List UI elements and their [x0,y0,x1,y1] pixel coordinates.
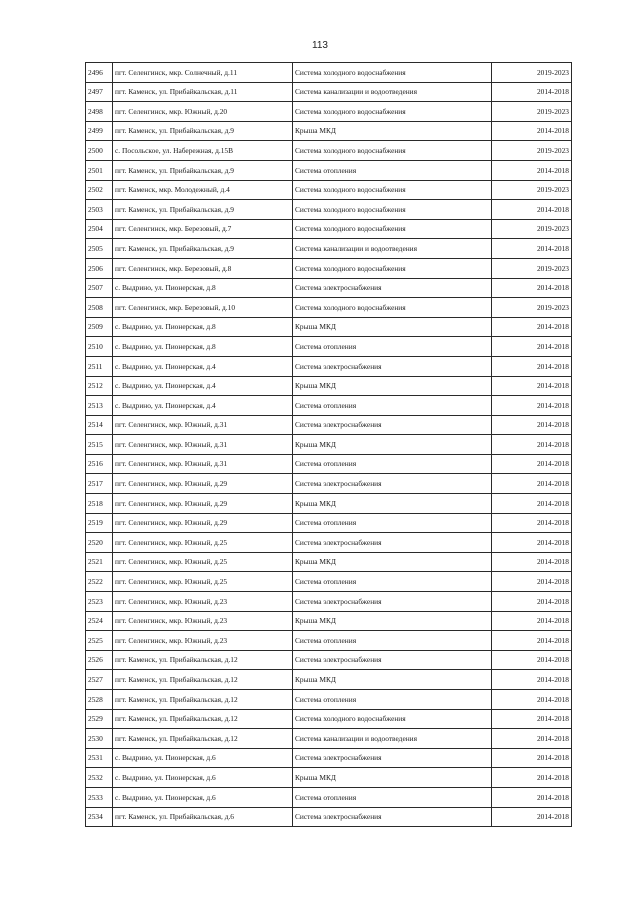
address-cell: пгт. Каменск, ул. Прибайкальская, д.12 [113,729,293,749]
system-cell: Система отопления [293,396,492,416]
address-cell: пгт. Селенгинск, мкр. Березовый, д.10 [113,298,293,318]
address-cell: пгт. Каменск, ул. Прибайкальская, д.6 [113,807,293,827]
table-row [86,474,572,494]
row-number-cell: 2528 [86,690,113,710]
table-row [86,572,572,592]
period-cell: 2014-2018 [492,631,572,651]
address-cell: пгт. Каменск, мкр. Молодежный, д.4 [113,180,293,200]
page-number: 113 [312,40,328,51]
address-cell: пгт. Каменск, ул. Прибайкальская, д.9 [113,239,293,259]
address-cell: пгт. Селенгинск, мкр. Южный, д.20 [113,102,293,122]
system-cell: Крыша МКД [293,611,492,631]
row-number-cell: 2506 [86,258,113,278]
system-cell: Система канализации и водоотведения [293,239,492,259]
table-row [86,631,572,651]
table-row [86,454,572,474]
system-cell: Крыша МКД [293,317,492,337]
period-cell: 2014-2018 [492,748,572,768]
system-cell: Система холодного водоснабжения [293,258,492,278]
address-cell: пгт. Селенгинск, мкр. Южный, д.25 [113,552,293,572]
row-number-cell: 2499 [86,121,113,141]
row-number-cell: 2527 [86,670,113,690]
row-number-cell: 2526 [86,650,113,670]
system-cell: Система холодного водоснабжения [293,141,492,161]
row-number-cell: 2497 [86,82,113,102]
address-cell: пгт. Селенгинск, мкр. Южный, д.23 [113,592,293,612]
table-row [86,376,572,396]
period-cell: 2014-2018 [492,592,572,612]
system-cell: Система холодного водоснабжения [293,219,492,239]
address-cell: с. Выдрино, ул. Пионерская, д.6 [113,768,293,788]
row-number-cell: 2512 [86,376,113,396]
address-cell: пгт. Каменск, ул. Прибайкальская, д.9 [113,121,293,141]
row-number-cell: 2515 [86,435,113,455]
system-cell: Система отопления [293,513,492,533]
table-row [86,102,572,122]
period-cell: 2019-2023 [492,141,572,161]
row-number-cell: 2507 [86,278,113,298]
address-cell: пгт. Селенгинск, мкр. Южный, д.29 [113,513,293,533]
table-row [86,690,572,710]
address-cell: пгт. Каменск, ул. Прибайкальская, д.11 [113,82,293,102]
system-cell: Система электроснабжения [293,415,492,435]
row-number-cell: 2504 [86,219,113,239]
table-row [86,356,572,376]
table-row [86,278,572,298]
system-cell: Система канализации и водоотведения [293,729,492,749]
address-cell: пгт. Селенгинск, мкр. Южный, д.29 [113,474,293,494]
address-cell: пгт. Селенгинск, мкр. Южный, д.23 [113,611,293,631]
system-cell: Система отопления [293,572,492,592]
table-row [86,396,572,416]
table-row [86,317,572,337]
system-cell: Система холодного водоснабжения [293,102,492,122]
address-cell: пгт. Селенгинск, мкр. Южный, д.29 [113,494,293,514]
row-number-cell: 2520 [86,533,113,553]
row-number-cell: 2517 [86,474,113,494]
system-cell: Система холодного водоснабжения [293,298,492,318]
row-number-cell: 2510 [86,337,113,357]
row-number-cell: 2525 [86,631,113,651]
table-row [86,337,572,357]
system-cell: Система отопления [293,454,492,474]
row-number-cell: 2514 [86,415,113,435]
period-cell: 2014-2018 [492,200,572,220]
address-cell: с. Выдрино, ул. Пионерская, д.6 [113,748,293,768]
address-cell: пгт. Селенгинск, мкр. Березовый, д.8 [113,258,293,278]
period-cell: 2014-2018 [492,474,572,494]
table-row [86,141,572,161]
period-cell: 2014-2018 [492,278,572,298]
period-cell: 2014-2018 [492,709,572,729]
table-row [86,200,572,220]
row-number-cell: 2501 [86,160,113,180]
period-cell: 2014-2018 [492,415,572,435]
period-cell: 2014-2018 [492,239,572,259]
table-row [86,650,572,670]
row-number-cell: 2511 [86,356,113,376]
period-cell: 2014-2018 [492,454,572,474]
row-number-cell: 2519 [86,513,113,533]
system-cell: Система электроснабжения [293,592,492,612]
system-cell: Система отопления [293,690,492,710]
table-row [86,592,572,612]
address-cell: с. Посольское, ул. Набережная, д.15В [113,141,293,161]
registry-table-body [86,63,572,827]
table-row [86,180,572,200]
address-cell: пгт. Селенгинск, мкр. Южный, д.31 [113,415,293,435]
system-cell: Система отопления [293,631,492,651]
system-cell: Система электроснабжения [293,278,492,298]
address-cell: пгт. Каменск, ул. Прибайкальская, д.12 [113,690,293,710]
row-number-cell: 2534 [86,807,113,827]
address-cell: пгт. Каменск, ул. Прибайкальская, д.9 [113,200,293,220]
row-number-cell: 2503 [86,200,113,220]
system-cell: Система холодного водоснабжения [293,200,492,220]
table-row [86,435,572,455]
row-number-cell: 2505 [86,239,113,259]
period-cell: 2014-2018 [492,317,572,337]
system-cell: Система электроснабжения [293,650,492,670]
period-cell: 2014-2018 [492,356,572,376]
period-cell: 2014-2018 [492,807,572,827]
period-cell: 2014-2018 [492,533,572,553]
table-row [86,258,572,278]
period-cell: 2014-2018 [492,513,572,533]
row-number-cell: 2521 [86,552,113,572]
table-row [86,121,572,141]
address-cell: с. Выдрино, ул. Пионерская, д.4 [113,356,293,376]
row-number-cell: 2502 [86,180,113,200]
address-cell: пгт. Селенгинск, мкр. Южный, д.31 [113,454,293,474]
table-row [86,552,572,572]
system-cell: Система электроснабжения [293,533,492,553]
period-cell: 2019-2023 [492,63,572,83]
table-row [86,611,572,631]
table-row [86,160,572,180]
period-cell: 2014-2018 [492,494,572,514]
address-cell: с. Выдрино, ул. Пионерская, д.4 [113,376,293,396]
system-cell: Крыша МКД [293,768,492,788]
system-cell: Крыша МКД [293,552,492,572]
table-row [86,768,572,788]
period-cell: 2014-2018 [492,160,572,180]
table-row [86,513,572,533]
period-cell: 2019-2023 [492,219,572,239]
period-cell: 2014-2018 [492,787,572,807]
table-row [86,415,572,435]
system-cell: Система электроснабжения [293,356,492,376]
system-cell: Система канализации и водоотведения [293,82,492,102]
address-cell: пгт. Селенгинск, мкр. Солнечный, д.11 [113,63,293,83]
row-number-cell: 2513 [86,396,113,416]
period-cell: 2014-2018 [492,729,572,749]
period-cell: 2014-2018 [492,82,572,102]
address-cell: пгт. Селенгинск, мкр. Южный, д.25 [113,533,293,553]
address-cell: пгт. Каменск, ул. Прибайкальская, д.12 [113,650,293,670]
table-row [86,494,572,514]
address-cell: пгт. Каменск, ул. Прибайкальская, д.12 [113,670,293,690]
row-number-cell: 2500 [86,141,113,161]
system-cell: Крыша МКД [293,494,492,514]
period-cell: 2014-2018 [492,396,572,416]
system-cell: Система электроснабжения [293,748,492,768]
period-cell: 2014-2018 [492,650,572,670]
period-cell: 2019-2023 [492,180,572,200]
address-cell: пгт. Каменск, ул. Прибайкальская, д.9 [113,160,293,180]
address-cell: с. Выдрино, ул. Пионерская, д.4 [113,396,293,416]
table-row [86,63,572,83]
system-cell: Система холодного водоснабжения [293,180,492,200]
table-row [86,807,572,827]
period-cell: 2014-2018 [492,768,572,788]
row-number-cell: 2518 [86,494,113,514]
table-row [86,82,572,102]
row-number-cell: 2516 [86,454,113,474]
row-number-cell: 2533 [86,787,113,807]
row-number-cell: 2532 [86,768,113,788]
system-cell: Крыша МКД [293,376,492,396]
address-cell: пгт. Каменск, ул. Прибайкальская, д.12 [113,709,293,729]
table-row [86,219,572,239]
address-cell: пгт. Селенгинск, мкр. Южный, д.25 [113,572,293,592]
period-cell: 2014-2018 [492,435,572,455]
system-cell: Крыша МКД [293,121,492,141]
system-cell: Система электроснабжения [293,807,492,827]
table-row [86,533,572,553]
row-number-cell: 2508 [86,298,113,318]
table-row [86,729,572,749]
row-number-cell: 2498 [86,102,113,122]
system-cell: Крыша МКД [293,670,492,690]
system-cell: Система холодного водоснабжения [293,709,492,729]
period-cell: 2014-2018 [492,670,572,690]
table-row [86,670,572,690]
address-cell: с. Выдрино, ул. Пионерская, д.6 [113,787,293,807]
row-number-cell: 2496 [86,63,113,83]
address-cell: пгт. Селенгинск, мкр. Березовый, д.7 [113,219,293,239]
row-number-cell: 2522 [86,572,113,592]
system-cell: Система отопления [293,337,492,357]
table-row [86,748,572,768]
row-number-cell: 2509 [86,317,113,337]
row-number-cell: 2529 [86,709,113,729]
period-cell: 2019-2023 [492,298,572,318]
period-cell: 2019-2023 [492,102,572,122]
period-cell: 2014-2018 [492,337,572,357]
system-cell: Система отопления [293,787,492,807]
registry-table [85,62,572,827]
address-cell: с. Выдрино, ул. Пионерская, д.8 [113,317,293,337]
system-cell: Крыша МКД [293,435,492,455]
period-cell: 2019-2023 [492,258,572,278]
row-number-cell: 2524 [86,611,113,631]
address-cell: с. Выдрино, ул. Пионерская, д.8 [113,337,293,357]
period-cell: 2014-2018 [492,690,572,710]
table-row [86,298,572,318]
period-cell: 2014-2018 [492,121,572,141]
address-cell: пгт. Селенгинск, мкр. Южный, д.31 [113,435,293,455]
system-cell: Система электроснабжения [293,474,492,494]
period-cell: 2014-2018 [492,611,572,631]
period-cell: 2014-2018 [492,552,572,572]
table-row [86,787,572,807]
system-cell: Система отопления [293,160,492,180]
address-cell: пгт. Селенгинск, мкр. Южный, д.23 [113,631,293,651]
table-row [86,239,572,259]
system-cell: Система холодного водоснабжения [293,63,492,83]
row-number-cell: 2530 [86,729,113,749]
address-cell: с. Выдрино, ул. Пионерская, д.8 [113,278,293,298]
period-cell: 2014-2018 [492,572,572,592]
row-number-cell: 2523 [86,592,113,612]
period-cell: 2014-2018 [492,376,572,396]
table-row [86,709,572,729]
row-number-cell: 2531 [86,748,113,768]
